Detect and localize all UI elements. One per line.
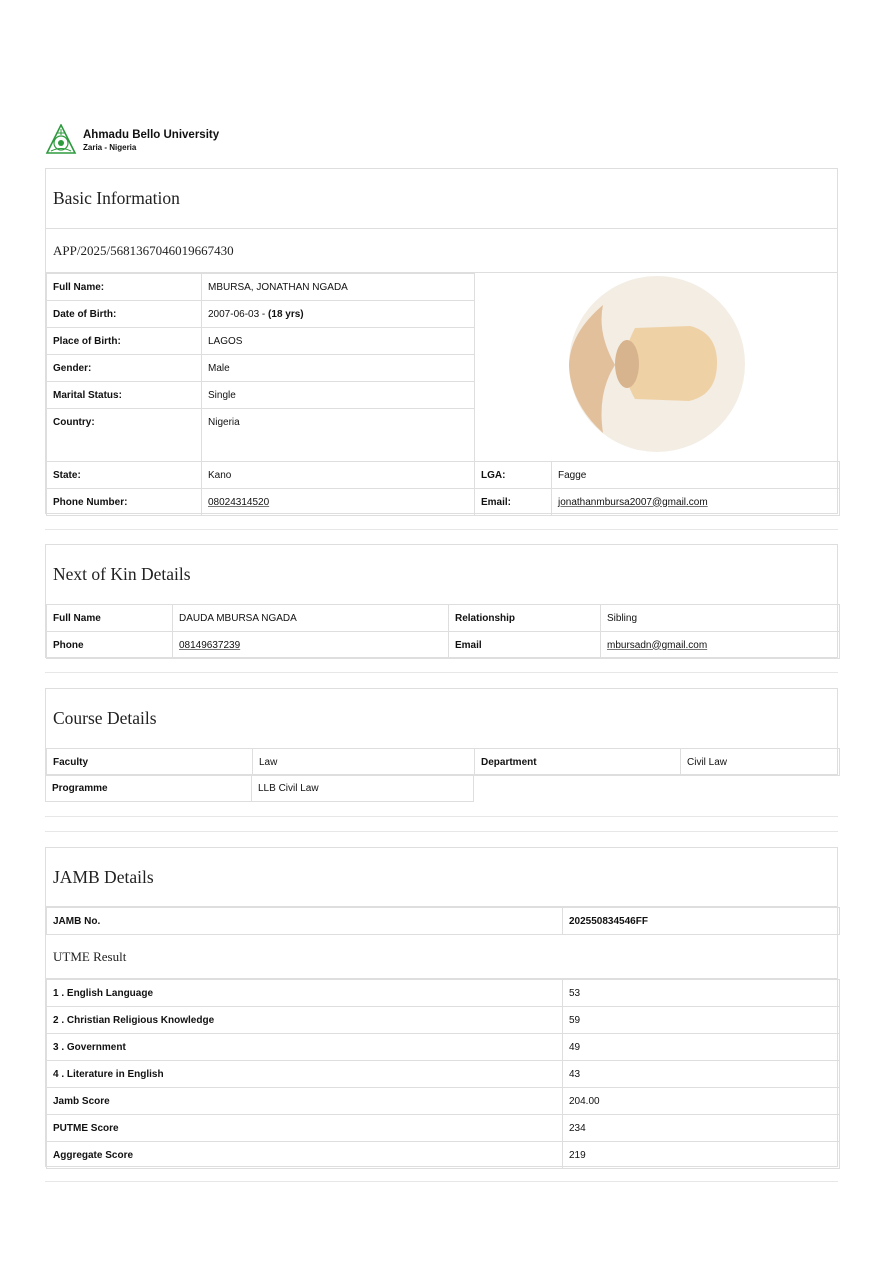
jamb-number-table bbox=[46, 907, 840, 935]
full-name-label: Full Name: bbox=[47, 274, 202, 301]
basic-information-panel bbox=[45, 168, 838, 514]
dob-cell bbox=[202, 301, 475, 328]
jamb-no-value: 202550834546FF bbox=[563, 908, 840, 935]
jamb-score-label: Jamb Score bbox=[47, 1088, 563, 1115]
kin-relationship-value: Sibling bbox=[601, 605, 840, 632]
table-row bbox=[47, 328, 475, 355]
subject-label: 1 . English Language bbox=[47, 980, 563, 1007]
university-crest-icon bbox=[45, 124, 77, 156]
table-row bbox=[47, 980, 840, 1007]
kin-email-cell bbox=[601, 632, 840, 659]
pob-label: Place of Birth: bbox=[47, 328, 202, 355]
table-row bbox=[47, 605, 840, 632]
page-header bbox=[45, 124, 219, 156]
kin-phone-link[interactable]: 08149637239 bbox=[179, 639, 241, 651]
kin-email-label: Email bbox=[449, 632, 601, 659]
divider bbox=[45, 672, 838, 673]
kin-email-link[interactable]: mbursadn@gmail.com bbox=[607, 639, 708, 651]
table-row bbox=[47, 1088, 840, 1115]
country-value: Nigeria bbox=[202, 409, 475, 462]
subject-score: 53 bbox=[563, 980, 840, 1007]
jamb-details-title: JAMB Details bbox=[46, 848, 837, 907]
country-label: Country: bbox=[47, 409, 202, 462]
course-details-title: Course Details bbox=[46, 689, 837, 749]
gender-label: Gender: bbox=[47, 355, 202, 382]
table-row bbox=[47, 489, 840, 516]
passport-photo-cell bbox=[474, 273, 839, 461]
table-row bbox=[47, 382, 475, 409]
subject-score: 43 bbox=[563, 1061, 840, 1088]
phone-label: Phone Number: bbox=[47, 489, 202, 516]
next-of-kin-table bbox=[46, 604, 840, 659]
table-row bbox=[47, 301, 475, 328]
department-label: Department bbox=[475, 749, 681, 776]
table-row bbox=[46, 775, 474, 802]
table-row bbox=[47, 632, 840, 659]
next-of-kin-title: Next of Kin Details bbox=[46, 545, 837, 605]
programme-value: LLB Civil Law bbox=[252, 775, 474, 802]
table-row bbox=[47, 355, 475, 382]
dob-value: 2007-06-03 - bbox=[208, 308, 269, 320]
jamb-no-label: JAMB No. bbox=[47, 908, 563, 935]
contact-table bbox=[46, 461, 840, 516]
kin-full-name-value: DAUDA MBURSA NGADA bbox=[173, 605, 449, 632]
kin-relationship-label: Relationship bbox=[449, 605, 601, 632]
kin-full-name-label: Full Name bbox=[47, 605, 173, 632]
putme-score-label: PUTME Score bbox=[47, 1115, 563, 1142]
lga-label: LGA: bbox=[475, 462, 552, 489]
basic-info-table bbox=[46, 273, 475, 462]
table-row bbox=[47, 1034, 840, 1061]
subject-label: 3 . Government bbox=[47, 1034, 563, 1061]
next-of-kin-panel bbox=[45, 544, 838, 658]
aggregate-score-label: Aggregate Score bbox=[47, 1142, 563, 1169]
kin-phone-label: Phone bbox=[47, 632, 173, 659]
university-location: Zaria - Nigeria bbox=[83, 142, 137, 152]
marital-status-value: Single bbox=[202, 382, 475, 409]
utme-result-table bbox=[46, 979, 840, 1169]
department-value: Civil Law bbox=[681, 749, 840, 776]
jamb-score-value: 204.00 bbox=[563, 1088, 840, 1115]
table-row bbox=[47, 1142, 840, 1169]
divider bbox=[45, 831, 838, 832]
marital-status-label: Marital Status: bbox=[47, 382, 202, 409]
divider bbox=[45, 816, 838, 817]
table-row bbox=[47, 409, 475, 462]
application-number: APP/2025/5681367046019667430 bbox=[46, 229, 837, 273]
table-row bbox=[47, 274, 475, 301]
gender-value: Male bbox=[202, 355, 475, 382]
programme-label: Programme bbox=[46, 775, 252, 802]
basic-information-title: Basic Information bbox=[46, 169, 837, 229]
age-value: (18 yrs) bbox=[268, 308, 304, 320]
table-row bbox=[47, 462, 840, 489]
course-table bbox=[46, 748, 840, 776]
subject-score: 59 bbox=[563, 1007, 840, 1034]
programme-table bbox=[45, 774, 474, 802]
state-label: State: bbox=[47, 462, 202, 489]
passport-photo bbox=[475, 273, 840, 461]
table-row bbox=[47, 1115, 840, 1142]
divider bbox=[45, 529, 838, 530]
pob-value: LAGOS bbox=[202, 328, 475, 355]
phone-link[interactable]: 08024314520 bbox=[208, 496, 270, 508]
divider bbox=[45, 1181, 838, 1182]
university-name: Ahmadu Bello University bbox=[83, 128, 220, 141]
table-row bbox=[47, 1061, 840, 1088]
aggregate-score-value: 219 bbox=[563, 1142, 840, 1169]
state-value: Kano bbox=[202, 462, 475, 489]
email-label: Email: bbox=[475, 489, 552, 516]
lga-value: Fagge bbox=[552, 462, 840, 489]
kin-phone-cell bbox=[173, 632, 449, 659]
faculty-label: Faculty bbox=[47, 749, 253, 776]
dob-label: Date of Birth: bbox=[47, 301, 202, 328]
phone-cell bbox=[202, 489, 475, 516]
utme-result-title: UTME Result bbox=[46, 935, 837, 979]
course-details-panel bbox=[45, 688, 838, 775]
subject-score: 49 bbox=[563, 1034, 840, 1061]
table-row bbox=[47, 1007, 840, 1034]
full-name-value: MBURSA, JONATHAN NGADA bbox=[202, 274, 475, 301]
email-cell bbox=[552, 489, 840, 516]
table-row bbox=[47, 908, 840, 935]
putme-score-value: 234 bbox=[563, 1115, 840, 1142]
subject-label: 4 . Literature in English bbox=[47, 1061, 563, 1088]
email-link[interactable]: jonathanmbursa2007@gmail.com bbox=[558, 496, 708, 508]
faculty-value: Law bbox=[253, 749, 475, 776]
jamb-details-panel bbox=[45, 847, 838, 1167]
table-row bbox=[47, 749, 840, 776]
subject-label: 2 . Christian Religious Knowledge bbox=[47, 1007, 563, 1034]
